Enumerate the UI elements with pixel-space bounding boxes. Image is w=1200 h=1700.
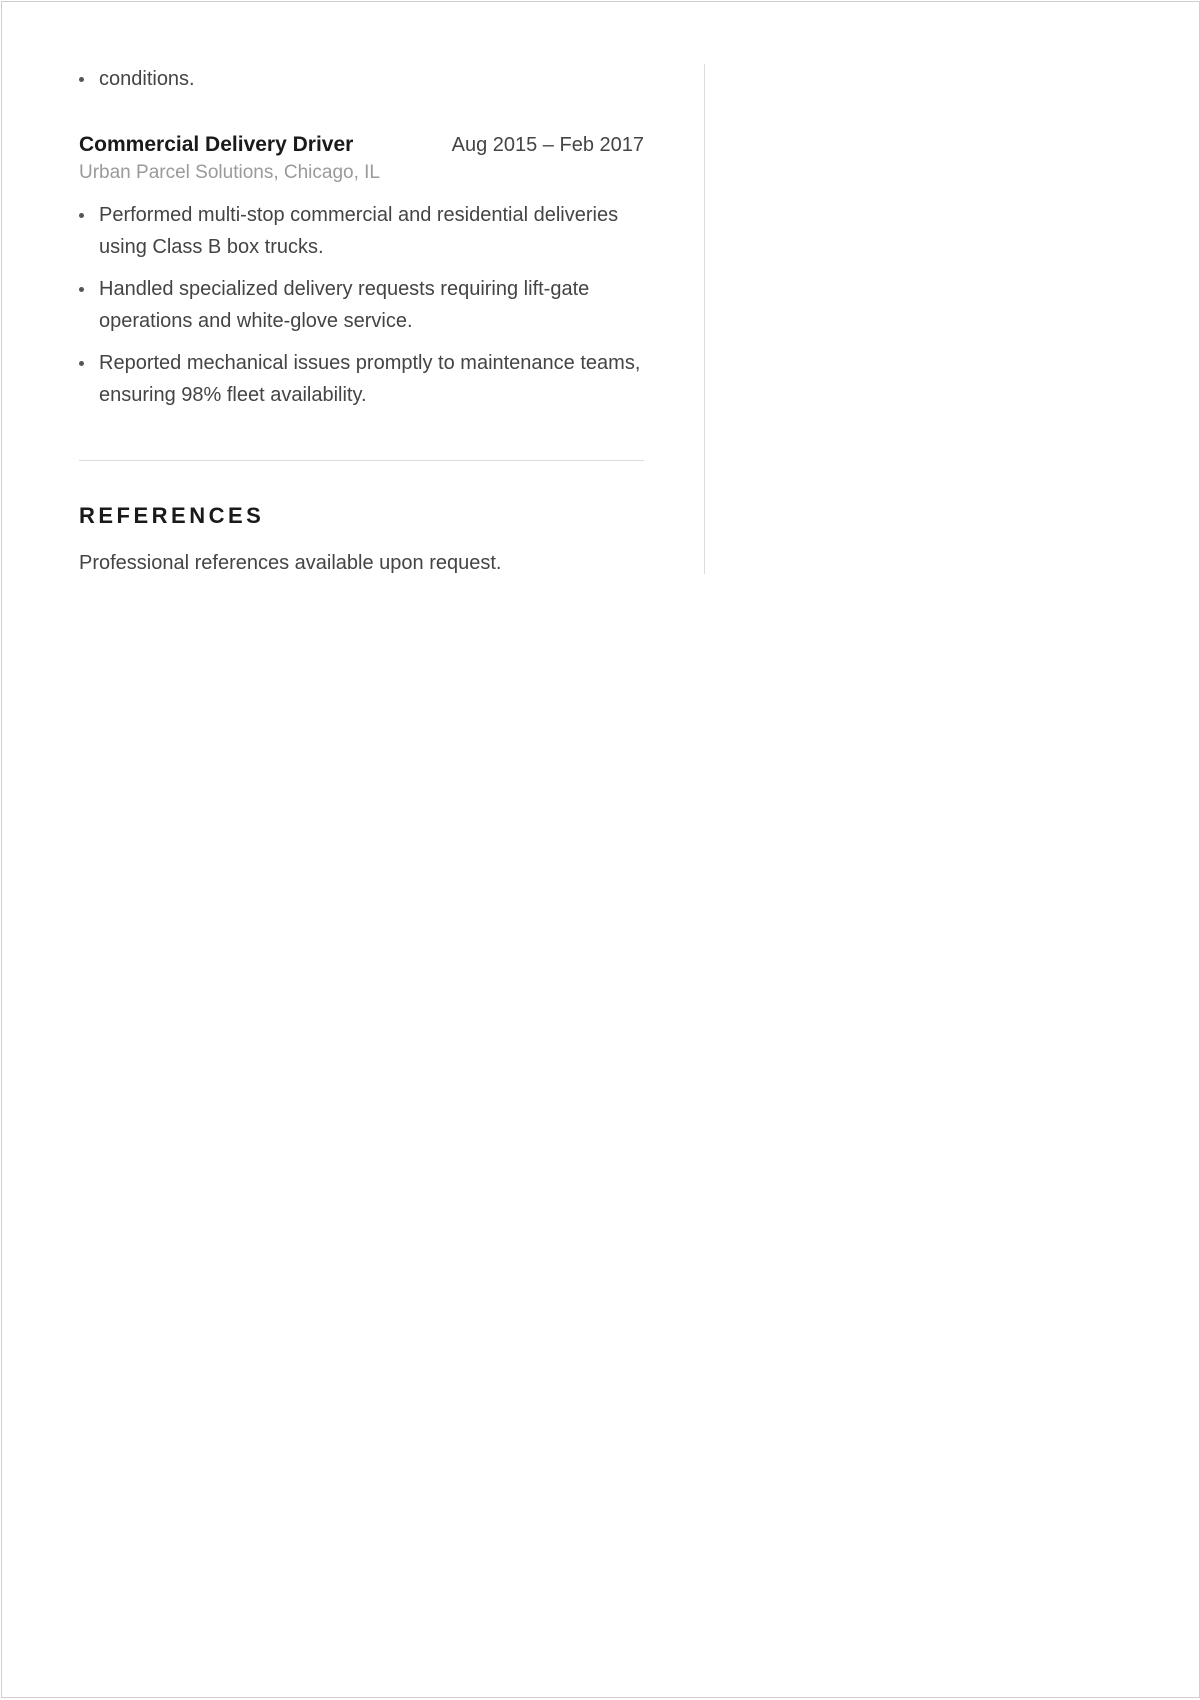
- bullet-item: Performed multi-stop commercial and residential deliveries using Class B box trucks.: [79, 199, 644, 263]
- job-bullet-list: [79, 199, 644, 411]
- section-divider: [79, 460, 644, 461]
- job-header: [79, 130, 644, 160]
- resume-page: [1, 1, 1200, 1698]
- references-heading: REFERENCES: [79, 503, 265, 528]
- job-dates: Aug 2015 – Feb 2017: [451, 134, 644, 156]
- bullet-item: Reported mechanical issues promptly to maintenance teams, ensuring 98% fleet availability.: [79, 347, 644, 411]
- bullet-item: Handled specialized delivery requests requiring lift-gate operations and white-glove service.: [79, 273, 644, 337]
- job-title: Commercial Delivery Driver: [79, 133, 354, 156]
- previous-job-bullet-list: [79, 63, 644, 95]
- job-company: Urban Parcel Solutions, Chicago, IL: [79, 162, 380, 183]
- job-entry: [79, 130, 644, 421]
- column-divider: [704, 64, 705, 574]
- bullet-item: conditions.: [79, 63, 644, 95]
- references-text: Professional references available upon request.: [79, 552, 502, 574]
